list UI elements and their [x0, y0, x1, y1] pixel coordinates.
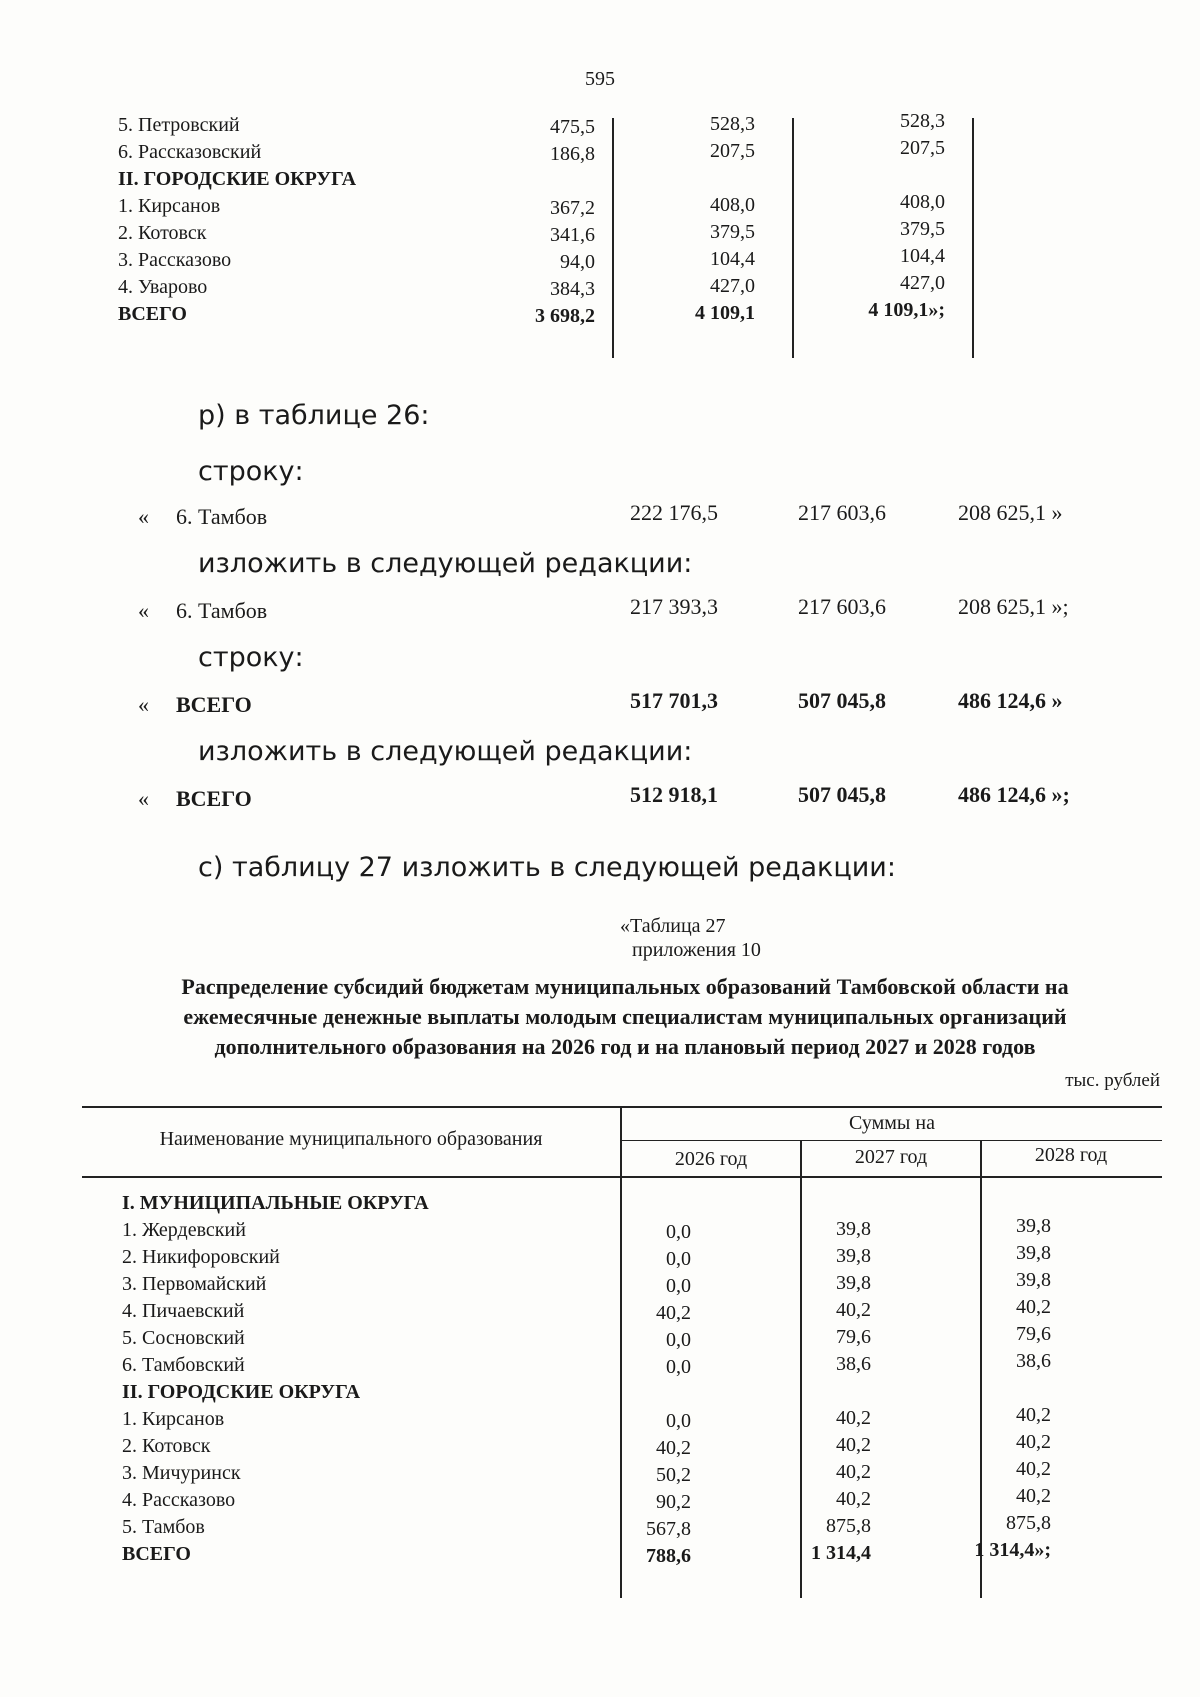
row-value: 427,0 — [710, 275, 755, 297]
row-value: 379,5 — [710, 221, 755, 243]
row-name: 2. Котовск — [118, 222, 207, 244]
row-value: 39,8 — [1016, 1269, 1051, 1291]
header-name: Наименование муниципального образования — [159, 1128, 543, 1150]
amendment-row: « 6. Тамбов 222 176,5 217 603,6 208 625,1 » — [138, 500, 1063, 529]
row-label: строку: — [198, 456, 304, 487]
header-bottom-border — [82, 1176, 1162, 1178]
row-value: 875,8 — [826, 1515, 871, 1537]
section-r-heading: р) в таблице 26: — [198, 400, 430, 431]
row-value: 528,3 — [710, 113, 755, 135]
row-value: 408,0 — [710, 194, 755, 216]
row-name: I. МУНИЦИПАЛЬНЫЕ ОКРУГА — [122, 1192, 429, 1214]
row-value: 0,0 — [666, 1248, 691, 1270]
table-row — [82, 1352, 1162, 1380]
row-value: 40,2 — [1016, 1431, 1051, 1453]
table-row — [82, 1514, 1162, 1542]
row-name: 5. Сосновский — [122, 1327, 245, 1349]
row-name: 5. Петровский — [118, 114, 240, 136]
row-value: 408,0 — [900, 191, 945, 213]
row-value: 79,6 — [1016, 1323, 1051, 1345]
header-divider — [622, 1140, 1162, 1141]
table-row — [110, 247, 1140, 275]
row-value: 186,8 — [550, 143, 595, 165]
row-value: 40,2 — [656, 1302, 691, 1324]
row-value: 1 314,4 — [811, 1542, 871, 1564]
table-row — [110, 193, 1140, 221]
row-name: 4. Пичаевский — [122, 1300, 245, 1322]
row-name: 3. Мичуринск — [122, 1462, 241, 1484]
row-name: II. ГОРОДСКИЕ ОКРУГА — [118, 168, 357, 190]
units-label: тыс. рублей — [1065, 1070, 1160, 1091]
row-value: 40,2 — [836, 1488, 871, 1510]
header-year-2028: 2028 год — [1034, 1144, 1108, 1166]
row-value: 39,8 — [836, 1272, 871, 1294]
table-row — [110, 274, 1140, 302]
table-row — [82, 1460, 1162, 1488]
row-value: 39,8 — [1016, 1242, 1051, 1264]
row-name: 1. Кирсанов — [122, 1408, 225, 1430]
row-value: 367,2 — [550, 197, 595, 219]
table-row — [110, 139, 1140, 167]
table-row — [110, 301, 1140, 329]
table-caption: «Таблица 27 приложения 10 — [620, 915, 761, 961]
row-value: 567,8 — [646, 1518, 691, 1540]
row-value: 475,5 — [550, 116, 595, 138]
row-value: 40,2 — [836, 1299, 871, 1321]
row-name: 4. Уварово — [118, 276, 208, 298]
table-27 — [82, 1098, 1162, 1598]
table-row — [82, 1325, 1162, 1353]
table-row — [82, 1487, 1162, 1515]
row-name: 2. Котовск — [122, 1435, 211, 1457]
row-value: 0,0 — [666, 1410, 691, 1432]
row-value: 0,0 — [666, 1221, 691, 1243]
section-s-heading: с) таблицу 27 изложить в следующей редакции: — [198, 852, 896, 883]
row-value: 1 314,4»; — [974, 1539, 1051, 1561]
table-row — [82, 1271, 1162, 1299]
row-value: 39,8 — [1016, 1215, 1051, 1237]
row-value: 104,4 — [900, 245, 945, 267]
row-value: 39,8 — [836, 1218, 871, 1240]
row-name: II. ГОРОДСКИЕ ОКРУГА — [122, 1381, 361, 1403]
row-value: 38,6 — [836, 1353, 871, 1375]
row-value: 94,0 — [560, 251, 595, 273]
row-value: 50,2 — [656, 1464, 691, 1486]
row-value: 40,2 — [836, 1434, 871, 1456]
row-value: 40,2 — [836, 1407, 871, 1429]
row-name: 2. Никифоровский — [122, 1246, 280, 1268]
row-name: 1. Жердевский — [122, 1219, 246, 1241]
amendment-row: « ВСЕГО 517 701,3 507 045,8 486 124,6 » — [138, 688, 1063, 717]
row-value: 379,5 — [900, 218, 945, 240]
header-sums: Суммы на — [849, 1112, 935, 1134]
row-value: 0,0 — [666, 1356, 691, 1378]
row-name: 3. Первомайский — [122, 1273, 267, 1295]
row-value: 4 109,1»; — [868, 299, 945, 321]
table-row — [82, 1298, 1162, 1326]
row-name: 3. Рассказово — [118, 249, 232, 271]
row-name: ВСЕГО — [122, 1543, 191, 1565]
row-value: 875,8 — [1006, 1512, 1051, 1534]
table-row — [110, 112, 1140, 140]
row-value: 788,6 — [646, 1545, 691, 1567]
page-number: 595 — [585, 68, 615, 90]
row-value: 40,2 — [1016, 1296, 1051, 1318]
row-value: 40,2 — [1016, 1404, 1051, 1426]
row-value: 528,3 — [900, 110, 945, 132]
row-name: ВСЕГО — [118, 303, 187, 325]
row-label: строку: — [198, 642, 304, 673]
row-value: 39,8 — [836, 1245, 871, 1267]
table-row — [110, 166, 1140, 194]
row-name: 1. Кирсанов — [118, 195, 221, 217]
row-value: 0,0 — [666, 1275, 691, 1297]
header-year-2026: 2026 год — [674, 1148, 748, 1170]
table-row — [82, 1541, 1162, 1569]
table-row — [82, 1379, 1162, 1407]
amendment-row: « ВСЕГО 512 918,1 507 045,8 486 124,6 »; — [138, 782, 1070, 811]
table-row — [82, 1190, 1162, 1218]
header-year-2027: 2027 год — [854, 1146, 928, 1168]
table-row — [82, 1244, 1162, 1272]
amendment-row: « 6. Тамбов 217 393,3 217 603,6 208 625,1 »; — [138, 594, 1069, 623]
row-value: 341,6 — [550, 224, 595, 246]
row-name: 6. Тамбовский — [122, 1354, 245, 1376]
row-value: 40,2 — [656, 1437, 691, 1459]
table-title: Распределение субсидий бюджетам муниципальных образований Тамбовской области на ежемесячные денежные выплаты молодым специалистам муниципальных организаций дополнительного образования на 2026 год и на плановый период 2027 и 2028 годов — [181, 974, 1069, 1059]
row-value: 427,0 — [900, 272, 945, 294]
table-row — [82, 1217, 1162, 1245]
row-name: 6. Рассказовский — [118, 141, 262, 163]
row-value: 38,6 — [1016, 1350, 1051, 1372]
table-row — [82, 1433, 1162, 1461]
replace-instruction: изложить в следующей редакции: — [198, 548, 693, 579]
row-value: 207,5 — [710, 140, 755, 162]
row-value: 4 109,1 — [695, 302, 755, 324]
row-value: 40,2 — [1016, 1485, 1051, 1507]
row-value: 0,0 — [666, 1329, 691, 1351]
replace-instruction: изложить в следующей редакции: — [198, 736, 693, 767]
row-name: 5. Тамбов — [122, 1516, 205, 1538]
top-table — [110, 112, 1140, 362]
row-value: 40,2 — [1016, 1458, 1051, 1480]
row-value: 90,2 — [656, 1491, 691, 1513]
row-name: 4. Рассказово — [122, 1489, 236, 1511]
table-row — [110, 220, 1140, 248]
row-value: 79,6 — [836, 1326, 871, 1348]
table-border-top — [82, 1106, 1162, 1108]
row-value: 384,3 — [550, 278, 595, 300]
table-row — [82, 1406, 1162, 1434]
row-value: 207,5 — [900, 137, 945, 159]
row-value: 40,2 — [836, 1461, 871, 1483]
row-value: 3 698,2 — [535, 305, 595, 327]
row-value: 104,4 — [710, 248, 755, 270]
